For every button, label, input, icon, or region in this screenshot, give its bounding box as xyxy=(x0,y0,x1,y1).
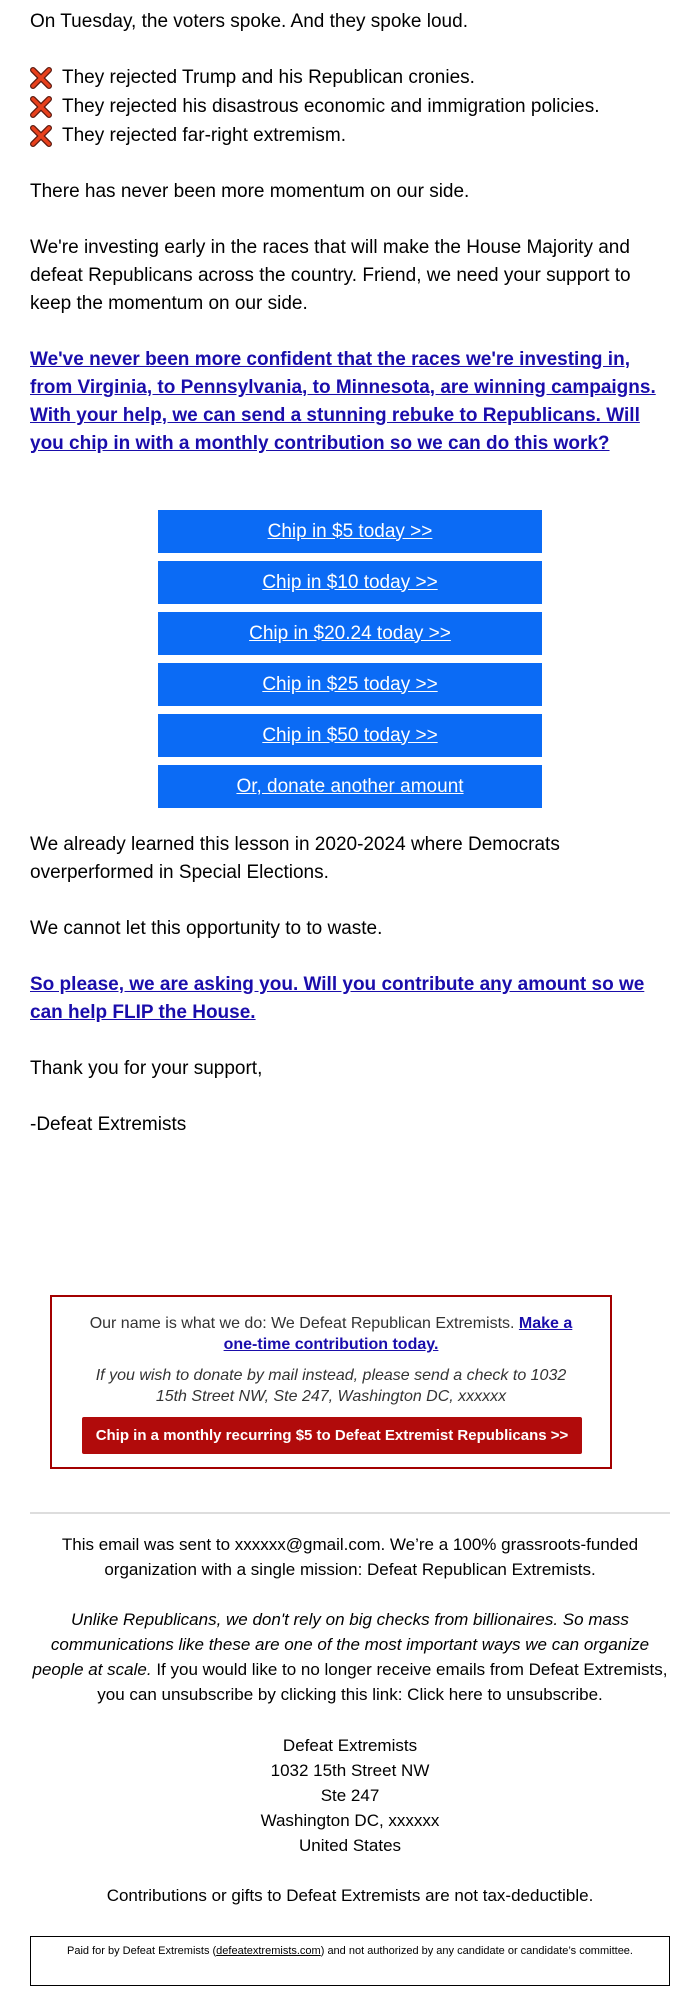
monthly-recurring-button[interactable]: Chip in a monthly recurring $5 to Defeat Extremist Republicans >> xyxy=(82,1417,582,1454)
divider xyxy=(30,1512,670,1514)
rejection-list xyxy=(30,63,670,150)
address-line: Ste 247 xyxy=(320,1786,380,1805)
paid-for-prefix: Paid for by Defeat Extremists ( xyxy=(67,1945,217,1957)
chip-in-10-button[interactable]: Chip in $10 today >> xyxy=(158,561,542,604)
flip-paragraph xyxy=(30,971,670,1027)
donation-box xyxy=(50,1295,612,1469)
list-item xyxy=(30,121,670,150)
rejection-text: They rejected far-right extremism. xyxy=(62,124,347,146)
mail-donation-text: If you wish to donate by mail instead, please send a check to 1032 15th Street NW, Ste 247, Washington DC, xxxxxx xyxy=(95,1367,567,1405)
sent-notice: This email was sent to xxxxxx@gmail.com. We’re a 100% grassroots-funded organization with a single mission: Defeat Republican Extremists. xyxy=(61,1535,639,1579)
website-link[interactable]: defeatextremists.com xyxy=(216,1945,321,1957)
unsubscribe-paragraph xyxy=(30,1607,670,1707)
investing-text: We're investing early in the races that will make the House Majority and defeat Republicans across the country. Friend, we need your support to keep the momentum on our side. xyxy=(30,237,631,314)
list-item xyxy=(30,63,670,92)
address-line: 1032 15th Street NW xyxy=(270,1761,430,1780)
chip-in-5-button[interactable]: Chip in $5 today >> xyxy=(158,510,542,553)
lesson-text: We already learned this lesson in 2020-2024 where Democrats overperformed in Special Elections. xyxy=(30,834,560,883)
one-time-contribution-link[interactable]: Make a one-time contribution today. xyxy=(223,1315,573,1353)
intro-text: On Tuesday, the voters spoke. And they spoke loud. xyxy=(30,11,468,32)
chip-in-50-button[interactable]: Chip in $50 today >> xyxy=(158,714,542,757)
billionaires-text: Unlike Republicans, we don't rely on big checks from billionaires. So mass communications like these are one of the most important ways we can organize people at scale. xyxy=(32,1610,650,1679)
address-line: United States xyxy=(298,1836,402,1855)
paid-for-suffix: ) and not authorized by any candidate or candidate’s committee. xyxy=(320,1945,633,1957)
red-x-icon xyxy=(30,125,52,147)
tax-notice: Contributions or gifts to Defeat Extremists are not tax-deductible. xyxy=(106,1886,594,1905)
contribution-link[interactable]: We've never been more confident that the races we're investing in, from Virginia, to Pennsylvania, to Minnesota, are winning campaigns. With your help, we can send a stunning rebuke to Republicans. Will you chip in with a monthly contribution so we can do this work? xyxy=(30,349,656,454)
flip-house-link[interactable]: So please, we are asking you. Will you contribute any amount so we can help FLIP the House. xyxy=(30,974,645,1023)
rejection-text: They rejected Trump and his Republican cronies. xyxy=(62,66,475,88)
box-mission-text: Our name is what we do: We Defeat Republican Extremists. xyxy=(89,1315,515,1332)
waste-text: We cannot let this opportunity to to waste. xyxy=(30,918,383,939)
signature-text: -Defeat Extremists xyxy=(30,1114,187,1135)
chip-in-25-button[interactable]: Chip in $25 today >> xyxy=(158,663,542,706)
paid-for-disclaimer xyxy=(30,1936,670,1986)
unsubscribe-text[interactable]: If you would like to no longer receive emails from Defeat Extremists, you can unsubscribe by clicking this link: Click here to unsubscribe. xyxy=(97,1660,668,1704)
chip-in-2024-button[interactable]: Chip in $20.24 today >> xyxy=(158,612,542,655)
box-text xyxy=(74,1313,588,1355)
donate-other-amount-button[interactable]: Or, donate another amount xyxy=(158,765,542,808)
address-line: Defeat Extremists xyxy=(282,1736,418,1755)
rejection-text: They rejected his disastrous economic and immigration policies. xyxy=(62,95,600,117)
red-x-icon xyxy=(30,67,52,89)
mailing-address xyxy=(30,1733,670,1858)
list-item xyxy=(30,92,670,121)
thanks-text: Thank you for your support, xyxy=(30,1058,263,1079)
momentum-text: There has never been more momentum on our side. xyxy=(30,181,470,202)
address-line: Washington DC, xxxxxx xyxy=(260,1811,440,1830)
confident-paragraph xyxy=(30,346,670,458)
red-x-icon xyxy=(30,96,52,118)
